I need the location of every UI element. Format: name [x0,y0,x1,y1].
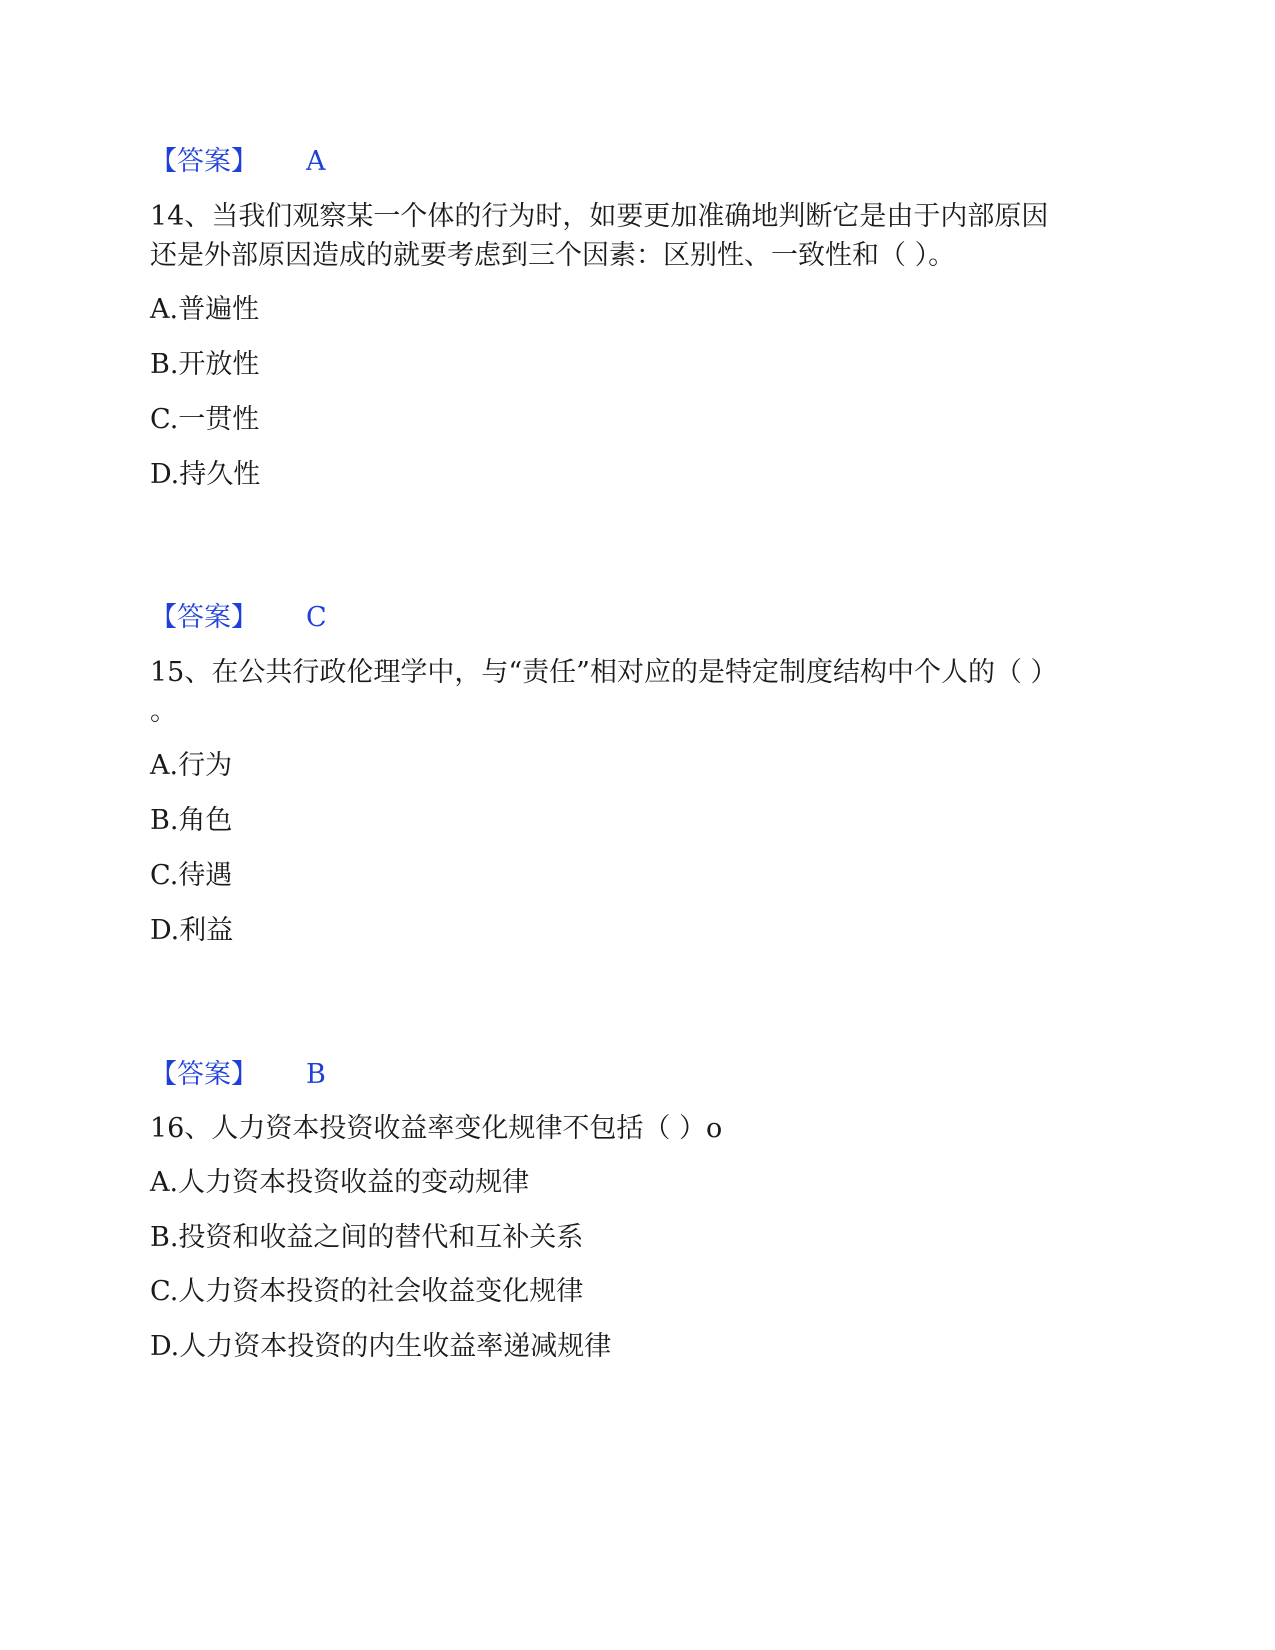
option-d: D.持久性 [150,459,261,490]
option-a: A.普遍性 [150,294,260,325]
option-c: C.一贯性 [150,404,260,435]
question-stem-line: 15、在公共行政伦理学中，与“责任”相对应的是特定制度结构中个人的（ ） [150,657,1058,688]
answer-line [150,598,327,638]
option-d: D.人力资本投资的内生收益率递减规律 [150,1331,612,1362]
option-d: D.利益 [150,915,234,946]
option-b: B.角色 [150,805,233,836]
answer-label: 【答案】 [150,602,258,633]
answer-line [150,1055,326,1095]
answer-label: 【答案】 [150,1059,258,1090]
option-c: C.人力资本投资的社会收益变化规律 [150,1276,584,1307]
answer-value: A [306,146,326,177]
answer-label: 【答案】 [150,146,258,177]
option-a: A.人力资本投资收益的变动规律 [150,1167,530,1198]
question-stem-line: 16、人力资本投资收益率变化规律不包括（ ）o [150,1113,723,1144]
answer-value: C [306,602,327,633]
answer-value: B [306,1059,326,1090]
question-stem-line: 14、当我们观察某一个体的行为时，如要更加准确地判断它是由于内部原因 [150,201,1049,232]
option-b: B.开放性 [150,349,260,380]
answer-line [150,142,326,182]
question-stem-line: 。 [150,696,177,727]
option-b: B.投资和收益之间的替代和互补关系 [150,1222,584,1253]
question-stem-line: 还是外部原因造成的就要考虑到三个因素：区别性、一致性和（ ）。 [150,240,956,271]
option-a: A.行为 [150,750,233,781]
option-c: C.待遇 [150,860,233,891]
